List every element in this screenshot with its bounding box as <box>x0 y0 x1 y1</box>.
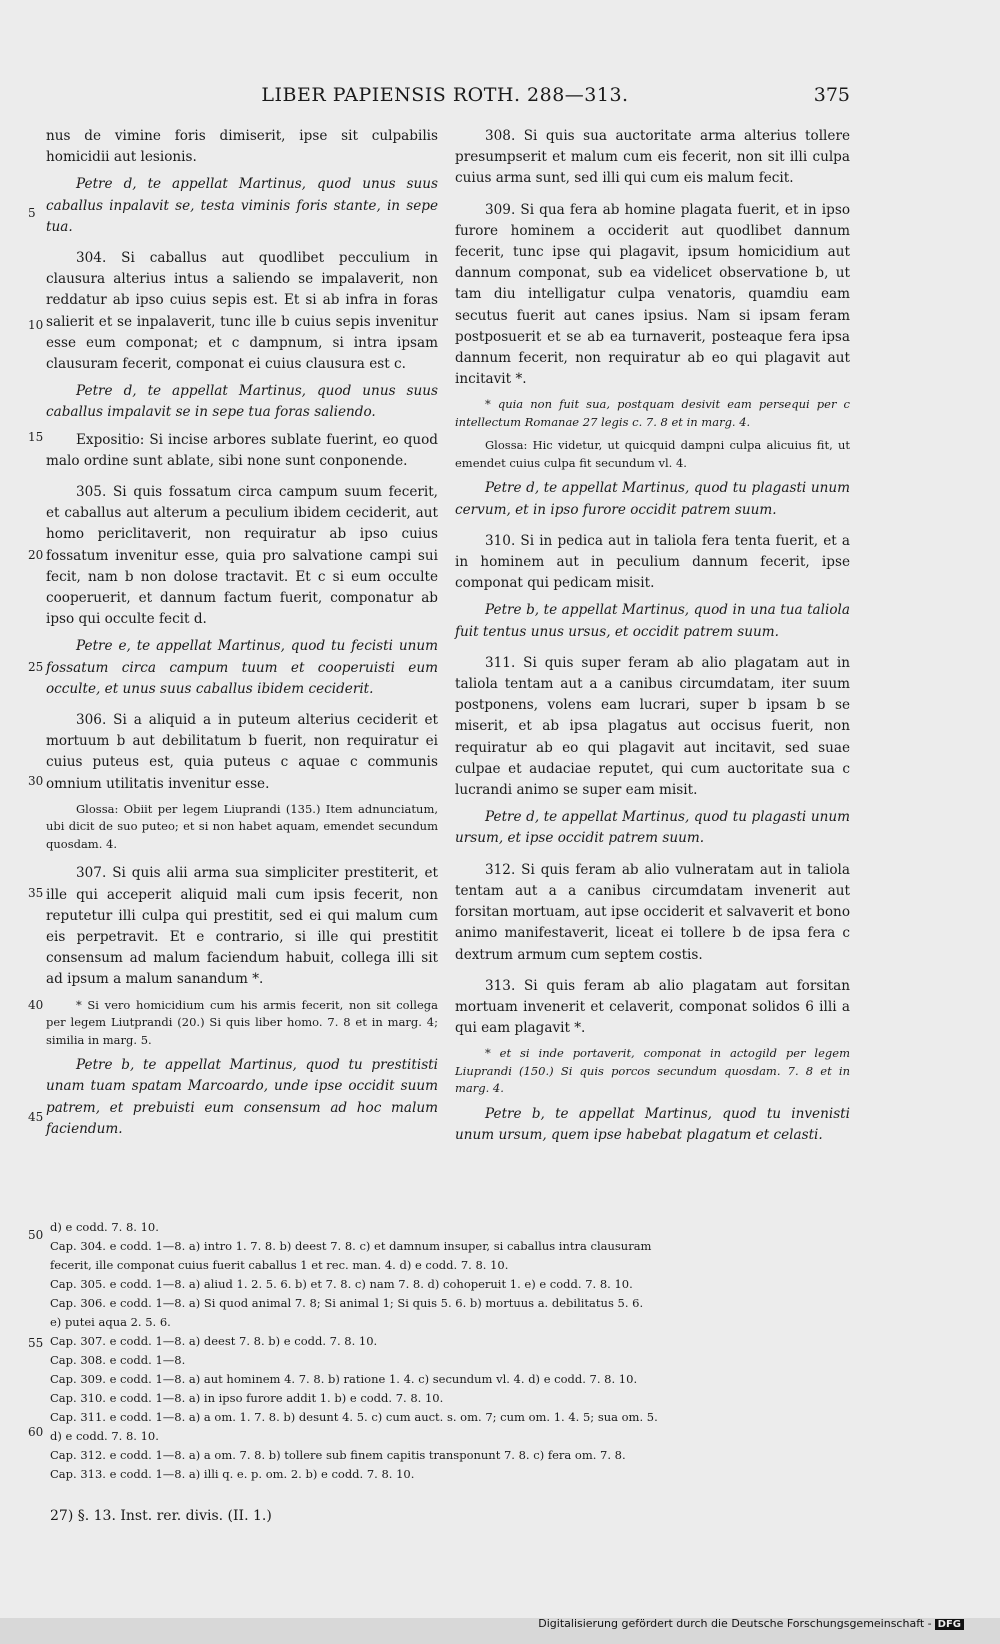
footnote-line: Cap. 311. e codd. 1—8. a) a om. 1. 7. 8. b) desunt 4. 5. c) cum auct. s. om. 7; cum om. 1. 4. 5; sua om. 5. <box>50 1410 658 1424</box>
footnote-line: Cap. 306. e codd. 1—8. a) Si quod animal 7. 8; Si animal 1; Si quis 5. 6. b) mortuus a. debilitatus 5. 6. <box>50 1296 644 1310</box>
formula-paragraph: Petre d, te appellat Martinus, quod tu plagasti unum cervum, et in ipso furore occidit patrem suum. <box>455 480 850 518</box>
addition-note: * Si vero homicidium cum his armis fecerit, non sit collega per legem Liutprandi (20.) Si quis liber homo. 7. 8 et in marg. 4; similia in marg. 5. <box>46 997 438 1047</box>
line-number: 60 <box>28 1425 44 1439</box>
chapter-304: 304. Si caballus aut quodlibet pecculium in clausura alterius intus a saliendo se impalaverit, non reddatur ab ipso cuius sepis est. Et si ab infra in foras salierit et se inpalaverit, tunc ille b cuius sepis invenitur esse eum componat; et c dampnum, si intra ipsam clausuram fecerit, componat ei cuius clausura est c. <box>46 250 438 373</box>
addition-note: * et si inde portaverit, componat in actogild per legem Liuprandi (150.) Si quis porcos secundum quosdam. 7. 8 et in marg. 4. <box>455 1046 850 1096</box>
line-number: 40 <box>28 998 44 1012</box>
reference-note: 27) §. 13. Inst. rer. divis. (II. 1.) <box>50 1508 272 1524</box>
formula-paragraph: Petre e, te appellat Martinus, quod tu fecisti unum fossatum circa campum tuum et cooperuisti eum occulte, et unus suus caballus ibidem ceciderit. <box>46 638 438 697</box>
running-title: LIBER PAPIENSIS ROTH. 288—313. <box>261 84 629 106</box>
formula-paragraph: Petre b, te appellat Martinus, quod in una tua taliola fuit tentus unus ursus, et occidit patrem suum. <box>455 602 850 640</box>
formula-paragraph: Petre d, te appellat Martinus, quod unus suus caballus inpalavit se, testa viminis foris stante, in sepe tua. <box>46 176 438 235</box>
footnote-line: Cap. 312. e codd. 1—8. a) a om. 7. 8. b) tollere sub finem capitis transponunt 7. 8. c) fera om. 7. 8. <box>50 1448 626 1462</box>
chapter-307: 307. Si quis alii arma sua simpliciter prestiterit, et ille qui acceperit aliquid mali cum ipsis fecerit, non reputetur illi culpa qui prestitit, sed ei qui malum cum eis perpetravit. Et e contrario, si ille qui prestitit consensum ad malum faciendum habuit, collega illi sit ad ipsum a malum sanandum *. <box>46 865 438 988</box>
chapter-310: 310. Si in pedica aut in taliola fera tenta fuerit, et a in hominem aut in peculium dannum fecerit, ipse componat qui pedicam misit. <box>455 532 850 592</box>
footnote-line: Cap. 309. e codd. 1—8. a) aut hominem 4. 7. 8. b) ratione 1. 4. c) secundum vl. 4. d) e codd. 7. 8. 10. <box>50 1372 638 1386</box>
line-number: 30 <box>28 774 44 788</box>
formula-paragraph: Petre d, te appellat Martinus, quod unus suus caballus impalavit se in sepe tua foras saliendo. <box>46 383 438 421</box>
footnote-line: Cap. 310. e codd. 1—8. a) in ipso furore addit 1. b) e codd. 7. 8. 10. <box>50 1391 444 1405</box>
dfg-logo: DFG <box>935 1619 964 1630</box>
footnote-line: d) e codd. 7. 8. 10. <box>50 1220 159 1234</box>
footnote-line: d) e codd. 7. 8. 10. <box>50 1429 159 1443</box>
addition-note: * quia non fuit sua, postquam desivit eam persequi per c intellectum Romanae 27 legis c. 7. 8 et in marg. 4. <box>455 397 850 429</box>
footnote-line: Cap. 304. e codd. 1—8. a) intro 1. 7. 8. b) deest 7. 8. c) et damnum insuper, si caballus intra clausuram <box>50 1239 652 1253</box>
running-header <box>40 84 850 114</box>
footnotes <box>50 1218 860 1484</box>
glossa-note: Glossa: Obiit per legem Liuprandi (135.) Item adnunciatum, ubi dicit de suo puteo; et si non habet aquam, emendet secundum quosdam. 4. <box>46 801 438 851</box>
chapter-306: 306. Si a aliquid a in puteum alterius ceciderit et mortuum b aut debilitatum b fuerit, non requiratur ei cuius puteus est, quia puteus c aquae c communis omnium utilitatis invenitur esse. <box>46 712 438 792</box>
chapter-309: 309. Si qua fera ab homine plagata fuerit, et in ipso furore hominem a occiderit aut quodlibet dannum fecerit, tunc ipse qui plagavit, ipsum homicidium aut dannum componat, sub ea videlicet observatione b, ut tam diu intelligatur culpa venatoris, quamdiu eam secutus fuerit aut canes ipsius. Nam si ipsam feram postposuerit et se ab ea turnaverit, posteaque fera ipsa dannum fecerit, non requiratur ab eo qui plagavit aut incitavit *. <box>455 201 850 388</box>
footnote-line: Cap. 308. e codd. 1—8. <box>50 1353 186 1367</box>
footnote-line: Cap. 307. e codd. 1—8. a) deest 7. 8. b) e codd. 7. 8. 10. <box>50 1334 378 1348</box>
text-paragraph: nus de vimine foris dimiserit, ipse sit culpabilis homicidii aut lesionis. <box>46 128 438 166</box>
credit-text: Digitalisierung gefördert durch die Deutsche Forschungsgemeinschaft - <box>538 1617 932 1630</box>
formula-paragraph: Petre b, te appellat Martinus, quod tu invenisti unum ursum, quem ipse habebat plagatum et celasti. <box>455 1105 850 1144</box>
chapter-308: 308. Si quis sua auctoritate arma alterius tollere presumpserit et malum cum eis fecerit, non sit illi culpa cuius arma sunt, sed illi qui cum eis malum fecit. <box>455 128 850 187</box>
chapter-313: 313. Si quis feram ab alio plagatam aut forsitan mortuam invenerit et celaverit, componat solidos 6 illi a qui eam plagavit *. <box>455 977 850 1037</box>
line-number: 35 <box>28 886 44 900</box>
line-number: 10 <box>28 318 44 332</box>
line-number: 50 <box>28 1228 44 1242</box>
line-number: 45 <box>28 1110 44 1124</box>
chapter-305: 305. Si quis fossatum circa campum suum fecerit, et caballus aut alterum a peculium ibidem ceciderit, aut homo periclitaverit, non requiratur ab ipso cuius fossatum invenitur esse, quia pro salvatione campi sui fecit, nam b non dolose tractavit. Et c si eum occulte cooperuerit, et dannum factum fuerit, componatur ab ipso qui occulte fecit d. <box>46 484 438 628</box>
footnote-line: e) putei aqua 2. 5. 6. <box>50 1315 171 1329</box>
line-number: 15 <box>28 430 44 444</box>
right-column <box>455 126 850 1152</box>
page-number: 375 <box>813 84 850 106</box>
expositio-paragraph: Expositio: Si incise arbores sublate fuerint, eo quod malo ordine sunt ablate, sibi none sunt conponende. <box>46 431 438 469</box>
formula-paragraph: Petre b, te appellat Martinus, quod tu prestitisti unam tuam spatam Marcoardo, unde ipse occidit suum patrem, et prebuisti eum consensum ad hoc malum faciendum. <box>46 1057 438 1137</box>
footnote-line: Cap. 305. e codd. 1—8. a) aliud 1. 2. 5. 6. b) et 7. 8. c) nam 7. 8. d) cohoperuit 1. e) e codd. 7. 8. 10. <box>50 1277 633 1291</box>
line-number: 20 <box>28 548 44 562</box>
footnote-line: fecerit, ille componat cuius fuerit caballus 1 et rec. man. 4. d) e codd. 7. 8. 10. <box>50 1258 509 1272</box>
line-number: 55 <box>28 1336 44 1350</box>
line-number: 25 <box>28 660 44 674</box>
footnote-line: Cap. 313. e codd. 1—8. a) illi q. e. p. om. 2. b) e codd. 7. 8. 10. <box>50 1467 415 1481</box>
formula-paragraph: Petre d, te appellat Martinus, quod tu plagasti unum ursum, et ipse occidit patrem suum. <box>455 809 850 847</box>
left-column <box>46 126 438 1146</box>
line-number: 5 <box>28 206 36 220</box>
digitization-credit <box>538 1617 964 1630</box>
chapter-312: 312. Si quis feram ab alio vulneratam aut in taliola tentam aut a a canibus circumdatam invenerit aut forsitan mortuam, aut ipse occiderit et salvaverit et bono animo manifestaverit, liceat ei tollere b de ipsa fera c dextrum armum cum septem costis. <box>455 861 850 963</box>
chapter-311: 311. Si quis super feram ab alio plagatam aut in taliola tentam aut a a canibus circumdatam, iter suum postponens, volens eam lucrari, super b ipsam b se miserit, et ab ipsa plagatus aut occisus fuerit, non requiratur ab eo qui plagavit aut incitavit, sed suae culpae et audaciae reputet, qui cum auctoritate sua c lucrandi animo se super eam misit. <box>455 654 850 799</box>
glossa-note: Glossa: Hic videtur, ut quicquid dampni culpa alicuius fit, ut emendet cuius culpa fit secundum vl. 4. <box>455 438 850 470</box>
